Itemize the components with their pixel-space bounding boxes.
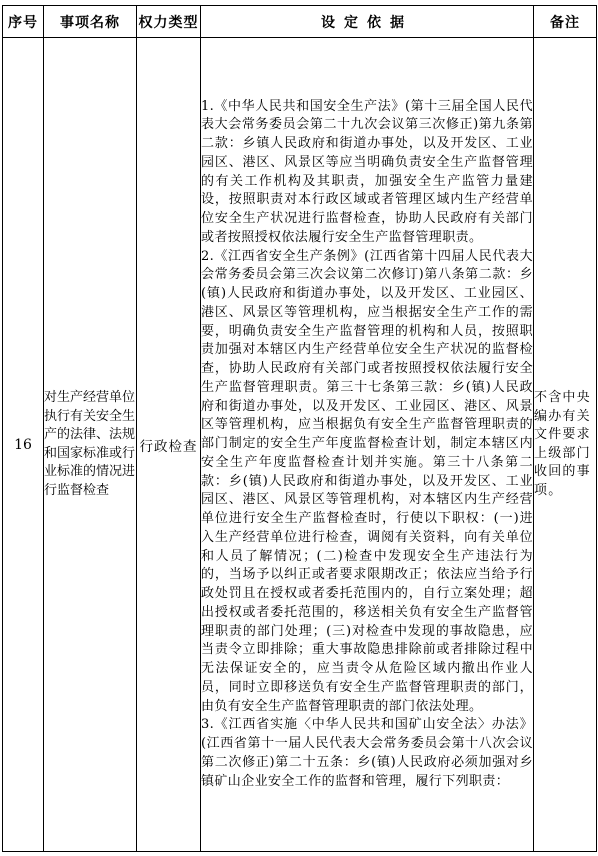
header-row: [3, 6, 597, 38]
header-basis: 设定依据: [201, 6, 534, 38]
basis-paragraph-3: 3.《江西省实施〈中华人民共和国矿山安全法〉办法》(江西省第十一届人民代表大会常务委员会第十八次会议第二次修正)第二十五条：乡(镇)人民政府必须加强对乡镇矿山企业安全工作的监督和管理，履行下列职责：: [201, 717, 533, 789]
row-item-name: 对生产经营单位执行有关安全生产的法律、法规和国家标准或行业标准的情况进行监督检查: [44, 38, 137, 852]
row-remarks: 不含中央编办有关文件要求上级部门收回的事项。: [534, 38, 597, 852]
basis-paragraph-2: 2.《江西省安全生产条例》(江西省第十四届人民代表大会常务委员会第三次会议第二次修订)第八条第二款：乡(镇)人民政府和街道办事处，以及开发区、工业园区、港区、风景区等管理机构，应当根据安全生产工作的需要，明确负责安全生产监督管理的机构和人员，按照职责加强对本辖区内生产经营单位安全生产状况的监督检查，协助人民政府有关部门或者按照授权依法履行安全生产监督管理职责。第三十七条第三款：乡(镇)人民政府和街道办事处，以及开发区、工业园区、港区、风景区等管理机构，应当根据负有安全生产监督管理职责的部门制定的安全生产年度监督检查计划，制定本辖区内安全生产年度监督检查计划并实施。第三十八条第二款：乡(镇)人民政府和街道办事处，以及开发区、工业园区、港区、风景区等管理机构，对本辖区内生产经营单位进行安全生产监督检查时，行使以下职权：(一)进入生产经营单位进行检查，调阅有关资料，向有关单位和人员了解情况；(二)检查中发现安全生产违法行为的，当场予以纠正或者要求限期改正；依法应当给予行政处罚且在授权或者委托范围内的，自行立案处理；超出授权或者委托范围的，移送相关负有安全生产监督管理职责的部门处理；(三)对检查中发现的事故隐患，应当责令立即排除；重大事故隐患排除前或者排除过程中无法保证安全的，应当责令从危险区域内撤出作业人员，同时立即移送负有安全生产监督管理职责的部门，由负有安全生产监督管理职责的部门依法处理。: [201, 248, 533, 714]
header-seq: 序号: [3, 6, 44, 38]
header-remarks: 备注: [534, 6, 597, 38]
header-power-type: 权力类型: [137, 6, 201, 38]
row-seq: 16: [3, 38, 44, 852]
table-row: [3, 38, 597, 852]
header-item-name: 事项名称: [44, 6, 137, 38]
authority-table: [2, 5, 597, 852]
row-basis: [201, 38, 534, 852]
row-power-type: 行政检查: [137, 38, 201, 852]
basis-paragraph-1: 1.《中华人民共和国安全生产法》(第十三届全国人民代表大会常务委员会第二十九次会议第三次修正)第九条第二款：乡镇人民政府和街道办事处，以及开发区、工业园区、港区、风景区等应当明确负责安全生产监督管理的有关工作机构及其职责，加强安全生产监管力量建设，按照职责对本行政区域或者管理区域内生产经营单位安全生产状况进行监督检查，协助人民政府有关部门或者按照授权依法履行安全生产监督管理职责。: [201, 98, 533, 245]
